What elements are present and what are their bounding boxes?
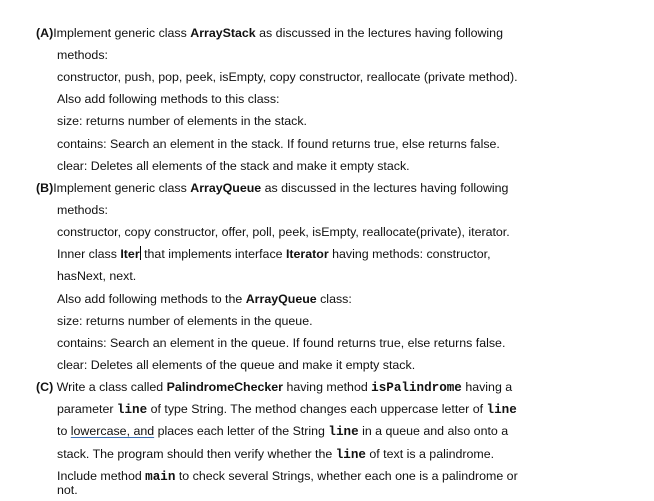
section-c-text: of text is a palindrome. <box>365 447 495 461</box>
section-c-text: places each letter of the String <box>154 424 329 438</box>
method-name-ispalindrome: isPalindrome <box>371 381 462 395</box>
param-line: line <box>335 448 366 462</box>
section-a-line-2: methods: <box>57 48 108 62</box>
interface-name-iterator: Iterator <box>285 247 329 261</box>
class-name-iter[interactable] <box>120 247 140 261</box>
section-b-line-4 <box>57 243 491 265</box>
section-a-line-5: size: returns number of elements in the stack. <box>57 114 307 128</box>
section-c-line-1 <box>36 376 512 398</box>
section-b-line-5: hasNext, next. <box>57 269 137 283</box>
section-c-text: Include method <box>57 469 146 483</box>
section-c-text: parameter <box>57 402 117 416</box>
section-a-text: Implement generic class <box>53 26 191 40</box>
underlined-text-lowercase-and[interactable]: lowercase, and <box>70 424 155 438</box>
class-name-arrayqueue: ArrayQueue <box>245 292 317 306</box>
section-b-text: Implement generic class <box>53 181 191 195</box>
section-a-text: as discussed in the lectures having following <box>255 26 503 40</box>
section-c-line-2 <box>57 398 517 420</box>
section-c-label: (C) <box>36 380 54 394</box>
section-b-text: Inner class <box>57 247 121 261</box>
section-b-text: having methods: constructor, <box>328 247 491 261</box>
section-b-line-7: size: returns number of elements in the queue. <box>57 314 313 328</box>
class-name-iter-text: Iter <box>120 247 140 261</box>
class-name-arrayqueue: ArrayQueue <box>190 181 262 195</box>
class-name-arraystack: ArrayStack <box>190 26 256 40</box>
section-c-text: Write a class called <box>56 380 167 394</box>
section-a-line-4: Also add following methods to this class: <box>57 92 280 106</box>
section-b-line-9: clear: Deletes all elements of the queue and make it empty stack. <box>57 358 416 372</box>
section-b-line-2: methods: <box>57 203 108 217</box>
section-c-line-6: not. <box>57 483 78 497</box>
section-c-line-5 <box>57 465 518 487</box>
section-b-label: (B) <box>36 181 54 195</box>
section-c-text: to check several Strings, whether each one is a palindrome or <box>175 469 518 483</box>
section-a-label: (A) <box>36 26 54 40</box>
section-b-line-8: contains: Search an element in the queue. If found returns true, else returns false. <box>57 336 506 350</box>
param-line: line <box>486 403 517 417</box>
section-c-text: stack. The program should then verify whether the <box>57 447 336 461</box>
method-name-main: main <box>145 470 176 484</box>
section-b-line-1 <box>36 177 508 199</box>
section-b-line-3: constructor, copy constructor, offer, poll, peek, isEmpty, reallocate(private), iterator. <box>57 225 510 239</box>
section-b-text: Also add following methods to the <box>57 292 246 306</box>
section-b-text: class: <box>316 292 352 306</box>
section-a-line-1 <box>36 22 503 44</box>
param-line: line <box>328 425 359 439</box>
section-b-text: that implements interface <box>140 247 286 261</box>
section-a-line-7: clear: Deletes all elements of the stack and make it empty stack. <box>57 159 410 173</box>
section-a-line-3: constructor, push, pop, peek, isEmpty, copy constructor, reallocate (private method). <box>57 70 518 84</box>
section-c-text: having method <box>283 380 372 394</box>
section-b-line-6 <box>57 288 352 310</box>
section-b-text: as discussed in the lectures having following <box>261 181 509 195</box>
section-c-text: to <box>57 424 71 438</box>
section-c-text: of type String. The method changes each uppercase letter of <box>147 402 487 416</box>
param-line: line <box>116 403 148 417</box>
section-c-line-3 <box>57 420 508 442</box>
section-c-text: having a <box>461 380 513 394</box>
section-c-line-4 <box>57 443 494 465</box>
class-name-palindromechecker: PalindromeChecker <box>166 380 283 394</box>
section-a-line-6: contains: Search an element in the stack. If found returns true, else returns false. <box>57 137 500 151</box>
section-c-text: in a queue and also onto a <box>358 424 509 438</box>
